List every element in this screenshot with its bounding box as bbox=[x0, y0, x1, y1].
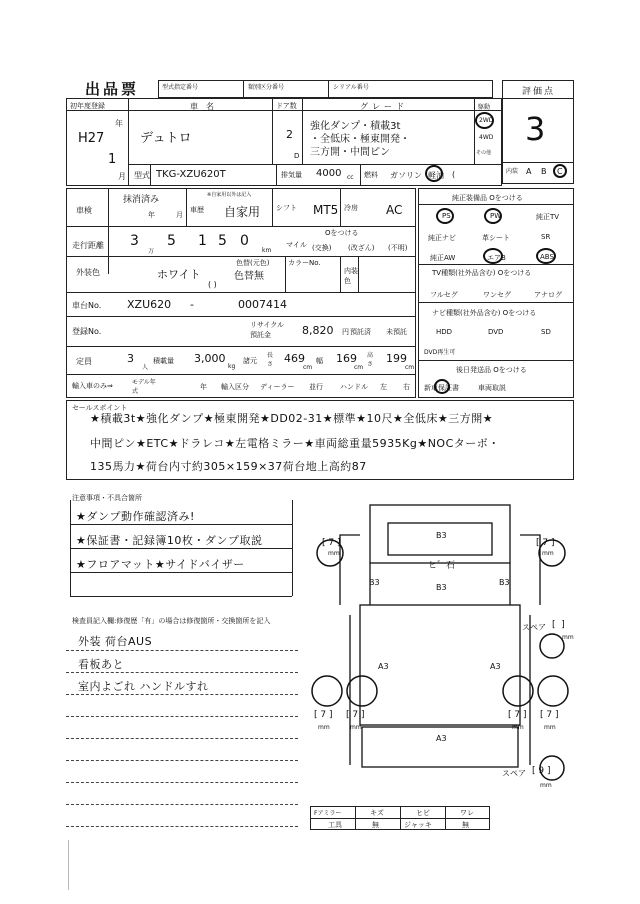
inspector-line-3: 室内よごれ ハンドルすれ bbox=[78, 680, 209, 693]
circle-interior-c bbox=[553, 164, 567, 178]
navi-type-title: ナビ種類(社外品含む) Oをつける bbox=[432, 309, 537, 317]
interior-grade-b: B bbox=[541, 167, 547, 176]
tire-rear-right-inner-depth: [ 7 ] bbox=[508, 710, 527, 720]
car-name: デュトロ bbox=[140, 131, 192, 146]
import-type-label: 輸入区分 bbox=[221, 383, 249, 391]
sales-line-3: 135馬力★荷台内寸約305×159×37荷台地上高約87 bbox=[90, 460, 367, 473]
tire-fl-value: 7 bbox=[328, 538, 335, 548]
equip-aw: 純正AW bbox=[430, 254, 456, 262]
circle-warranty bbox=[434, 379, 450, 394]
circle-diesel bbox=[425, 165, 443, 182]
grade-line-3: 三方開・中間ピン bbox=[310, 147, 390, 158]
circle-abs bbox=[536, 248, 556, 264]
aftermarket-title: 後日発送品 Oをつける bbox=[456, 366, 527, 374]
tire-rr1-mm: mm bbox=[512, 724, 524, 731]
import-dealer: ディーラー bbox=[260, 383, 295, 391]
usage-value: 自家用 bbox=[224, 205, 261, 219]
model-year-unit: 年 bbox=[200, 383, 207, 391]
spare-top-mm: mm bbox=[562, 634, 574, 641]
tire-fr-mm: mm bbox=[542, 550, 554, 557]
model-value: TKG-XZU620T bbox=[156, 169, 226, 180]
tire-rl1-mm: mm bbox=[318, 724, 330, 731]
height-value: 199 bbox=[386, 352, 407, 365]
circle-airbag bbox=[483, 248, 503, 264]
usage-label: 車歴 bbox=[190, 206, 204, 214]
fuel-diesel: 軽油 bbox=[428, 171, 444, 180]
tv-oneseg: ワンセグ bbox=[483, 291, 511, 299]
inspector-line-1: 外装 荷台AUS bbox=[78, 635, 153, 648]
import-parallel: 並行 bbox=[309, 383, 323, 391]
notes-line-2: ★保証書・記録簿10枚・ダンプ取説 bbox=[76, 534, 263, 547]
shift-value: MT5 bbox=[313, 203, 339, 217]
ac-value: AC bbox=[386, 203, 403, 217]
capacity-unit: 人 bbox=[142, 364, 149, 371]
vehicle-manual: 車両取説 bbox=[478, 384, 506, 392]
capacity-label: 定員 bbox=[76, 357, 92, 366]
equip-airbag: エアB bbox=[487, 254, 506, 262]
ac-label: 冷房 bbox=[344, 204, 358, 212]
spare-bottom-mm: mm bbox=[540, 782, 552, 789]
recycle-label: リサイクル預託金 bbox=[250, 321, 285, 339]
serial-no-label: シリアル番号 bbox=[333, 84, 369, 91]
doors-value: 2 bbox=[286, 128, 293, 141]
sales-line-1: ★積載3t★強化ダンプ★極東開発★DD02-31★標準★10尺★全低床★三方開★ bbox=[90, 412, 494, 425]
class-no-label: 類別区分番号 bbox=[248, 84, 285, 91]
import-label: 輸入車のみ⇒ bbox=[72, 382, 113, 390]
recycle-not-deposited: 未預託 bbox=[386, 328, 407, 336]
damage-a3-right: A3 bbox=[490, 662, 501, 671]
mileage-circle-note: Oをつける bbox=[325, 229, 359, 237]
capacity-value: 3 bbox=[127, 352, 134, 365]
tire-rr2-value: 7 bbox=[546, 710, 553, 720]
type-no-label: 型式指定番号 bbox=[162, 84, 199, 91]
first-reg-era: H27 bbox=[78, 131, 105, 146]
circle-ps bbox=[436, 208, 454, 224]
shift-label: シフト bbox=[276, 204, 297, 212]
tire-rear-right-outer-depth: [ 7 ] bbox=[540, 710, 559, 720]
tv-type-title: TV種類(社外品含む) Oをつける bbox=[432, 269, 532, 277]
mileage-digit-3: 1 bbox=[198, 233, 207, 249]
length-label: 長さ bbox=[267, 352, 274, 368]
interior-grade-c: C bbox=[557, 167, 563, 176]
tv-analog: アナログ bbox=[534, 291, 562, 299]
displacement-label: 排気量 bbox=[281, 171, 302, 179]
legend-break: ワレ bbox=[460, 809, 474, 817]
load-label: 積載量 bbox=[153, 357, 174, 365]
notes-line-1: ★ダンプ動作確認済み! bbox=[76, 510, 195, 523]
tire-rr1-value: 7 bbox=[514, 710, 521, 720]
color-label: 外装色 bbox=[76, 268, 100, 277]
displacement-value: 4000 bbox=[316, 168, 342, 179]
equip-leather: 革シート bbox=[482, 234, 510, 242]
drive-2wd: 2WD bbox=[479, 117, 494, 124]
first-reg-month-unit: 月 bbox=[118, 172, 126, 181]
tv-fullseg: フルセグ bbox=[430, 291, 458, 299]
mileage-km: km bbox=[262, 247, 272, 254]
recycle-deposited: 預託済 bbox=[350, 328, 371, 336]
width-value: 169 bbox=[336, 352, 357, 365]
damage-b3-top: B3 bbox=[436, 531, 447, 540]
circle-2wd bbox=[475, 112, 494, 129]
drive-4wd: 4WD bbox=[479, 134, 494, 141]
length-value: 469 bbox=[284, 352, 305, 365]
legend-tools: 工具 bbox=[328, 821, 342, 829]
inspection-month-unit: 月 bbox=[176, 211, 183, 219]
height-unit: cm bbox=[405, 364, 415, 371]
color-original-label: 色替(元色) bbox=[236, 259, 270, 267]
load-unit: kg bbox=[228, 363, 236, 370]
width-label: 幅 bbox=[316, 357, 323, 365]
evaluation-score: 3 bbox=[525, 110, 546, 148]
legend-mirror: Fアミラー bbox=[314, 810, 342, 817]
notes-label: 注意事項・不具合箇所 bbox=[72, 494, 142, 502]
interior-grade-a: A bbox=[526, 167, 532, 176]
doors-label: ドア数 bbox=[276, 102, 297, 110]
navi-hdd: HDD bbox=[436, 328, 453, 336]
doors-sub: D bbox=[294, 152, 300, 160]
car-name-label: 車名 bbox=[190, 102, 222, 111]
tire-front-left-depth: [ 7 ] bbox=[322, 538, 341, 548]
length-unit: cm bbox=[303, 364, 313, 371]
damage-stone: ヒ゛石 bbox=[428, 561, 456, 571]
chassis-number: 0007414 bbox=[238, 298, 287, 311]
color-original-paren: ( ) bbox=[208, 280, 217, 289]
grade-line-2: ・全低床・極東開発・ bbox=[310, 134, 410, 145]
first-reg-label: 初年度登録 bbox=[70, 102, 105, 110]
damage-a3-bottom: A3 bbox=[436, 734, 447, 743]
tire-front-right-depth: [ 7 ] bbox=[536, 538, 555, 548]
first-reg-month: 1 bbox=[108, 152, 117, 167]
width-unit: cm bbox=[354, 364, 364, 371]
handle-left: 左 bbox=[380, 383, 387, 391]
tire-fr-value: 7 bbox=[542, 538, 549, 548]
interior-color-label: 内装色 bbox=[344, 267, 358, 285]
tire-rr2-mm: mm bbox=[544, 724, 556, 731]
damage-a3-left: A3 bbox=[378, 662, 389, 671]
tire-rear-left-inner-depth: [ 7 ] bbox=[346, 710, 365, 720]
inspection-year-unit: 年 bbox=[148, 211, 155, 219]
equip-title: 純正装備品 Oをつける bbox=[452, 194, 523, 202]
form-title: 出品票 bbox=[85, 80, 140, 98]
spare-top-depth: [ ] bbox=[552, 620, 565, 630]
drive-label: 駆動 bbox=[478, 104, 491, 111]
registration-label: 登録No. bbox=[72, 327, 102, 336]
inspection-value: 抹消済み bbox=[123, 195, 160, 205]
tire-rl1-value: 7 bbox=[320, 710, 327, 720]
displacement-unit: cc bbox=[347, 174, 354, 181]
grade-label: グレード bbox=[360, 102, 408, 111]
load-value: 3,000 bbox=[194, 352, 226, 365]
equip-pw: PW bbox=[490, 212, 502, 220]
mileage-tamper: (改ざん) bbox=[348, 244, 375, 252]
tire-rl2-value: 7 bbox=[352, 710, 359, 720]
height-label: 高さ bbox=[367, 352, 374, 368]
fuel-paren: ( bbox=[452, 170, 456, 179]
chassis-dash: - bbox=[190, 298, 194, 311]
legend-crack: ヒビ bbox=[416, 809, 430, 817]
drive-other: その他 bbox=[476, 150, 492, 156]
equip-abs: ABS bbox=[540, 253, 554, 261]
sales-line-2: 中間ピン★ETC★ドラレコ★左電格ミラー★車両総重量5935Kg★NOCターボ・ bbox=[90, 437, 500, 450]
damage-b3-left: B3 bbox=[369, 578, 380, 587]
legend-jack: ジャッキ bbox=[404, 821, 432, 829]
fuel-gasoline: ガソリン bbox=[390, 171, 422, 180]
new-warranty: 新車保証書 bbox=[424, 384, 459, 392]
handle-right: 右 bbox=[403, 383, 410, 391]
equip-tv: 純正TV bbox=[536, 213, 560, 221]
mileage-unknown: (不明) bbox=[388, 244, 408, 252]
mileage-man: 万 bbox=[148, 248, 155, 255]
sales-label: セールスポイント bbox=[72, 404, 128, 412]
notes-line-3: ★フロアマット★サイドバイザー bbox=[76, 558, 245, 571]
tire-rl2-mm: mm bbox=[350, 724, 362, 731]
mileage-digit-5: 0 bbox=[240, 233, 249, 249]
navi-dvd-play: DVD再生可 bbox=[424, 349, 456, 356]
legend-jack-value: 無 bbox=[462, 821, 469, 829]
equip-ps: PS bbox=[442, 212, 451, 220]
fuel-label: 燃料 bbox=[364, 171, 378, 179]
model-label: 型式 bbox=[134, 171, 150, 180]
color-original-value: 色替無 bbox=[234, 271, 264, 282]
chassis-label: 車台No. bbox=[72, 301, 102, 310]
mileage-exchange: (交換) bbox=[312, 244, 332, 252]
mileage-digit-2: 5 bbox=[167, 233, 176, 249]
equip-sr: SR bbox=[541, 233, 551, 241]
mileage-digit-4: 5 bbox=[218, 233, 227, 249]
header-id-row bbox=[158, 80, 493, 98]
spare-bottom-value: 9 bbox=[538, 766, 545, 776]
spare-bottom-label: スペア bbox=[502, 769, 526, 778]
handle-label: ハンドル bbox=[340, 383, 368, 391]
color-value: ホワイト bbox=[157, 268, 201, 281]
recycle-value: 8,820 bbox=[302, 324, 334, 337]
recycle-unit: 円 bbox=[342, 328, 349, 336]
inspector-label: 検査員記入欄:修復歴「有」の場合は修復箇所・交換箇所を記入 bbox=[72, 617, 271, 625]
spare-top-label: スペア bbox=[522, 623, 546, 632]
mileage-mile: マイル bbox=[286, 241, 307, 249]
damage-b3-center: B3 bbox=[436, 583, 447, 592]
navi-dvd: DVD bbox=[488, 328, 504, 336]
color-no-label: カラーNo. bbox=[288, 259, 321, 267]
usage-sub: ※自家用以外は記入 bbox=[207, 192, 252, 198]
tire-rear-left-outer-depth: [ 7 ] bbox=[314, 710, 333, 720]
damage-b3-right: B3 bbox=[499, 578, 510, 587]
inspector-line-2: 看板あと bbox=[78, 658, 124, 671]
chassis-prefix: XZU620 bbox=[127, 298, 172, 311]
circle-pw bbox=[484, 208, 502, 224]
mileage-label: 走行距離 bbox=[72, 241, 104, 250]
grade-line-1: 強化ダンプ・積載3t bbox=[310, 121, 401, 132]
equip-navi: 純正ナビ bbox=[428, 234, 456, 242]
model-year-label: モデル年式 bbox=[132, 379, 156, 395]
dims-label: 諸元 bbox=[243, 357, 257, 365]
mileage-digit-1: 3 bbox=[130, 233, 139, 249]
tire-fl-mm: mm bbox=[328, 550, 340, 557]
navi-sd: SD bbox=[541, 328, 551, 336]
legend-tools-value: 無 bbox=[372, 821, 379, 829]
inspection-label: 車検 bbox=[76, 206, 92, 215]
evaluation-label: 評価点 bbox=[522, 87, 556, 97]
legend-scratch: キズ bbox=[370, 809, 384, 817]
spare-bottom-depth: [ 9 ] bbox=[532, 766, 551, 776]
interior-label: 内装 bbox=[506, 168, 519, 175]
first-reg-year-unit: 年 bbox=[115, 119, 123, 128]
